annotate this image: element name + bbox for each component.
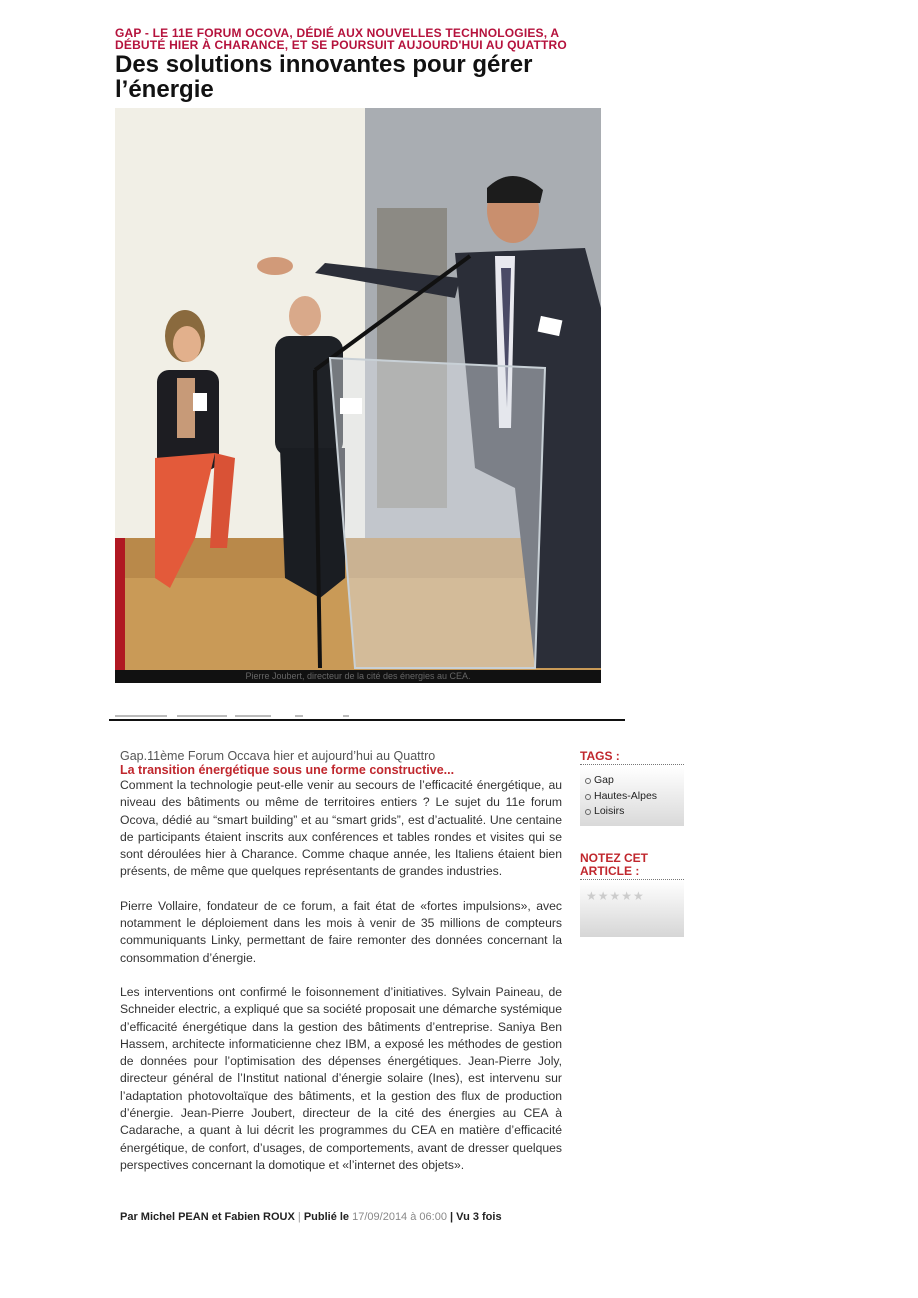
tag-link[interactable]: Loisirs: [594, 804, 684, 820]
article-headline: Des solutions innovantes pour gérer l’énergie: [115, 51, 533, 103]
photo-caption: Pierre Joubert, directeur de la cité des énergies au CEA.: [115, 670, 601, 683]
tag-link[interactable]: Hautes-Alpes: [594, 789, 684, 805]
article-subhead: Gap.11ème Forum Occava hier et aujourd’hui au Quattro: [120, 749, 436, 763]
article-photo[interactable]: [115, 108, 601, 670]
byline-views: | Vu 3 fois: [450, 1211, 502, 1223]
divider-rule: [109, 719, 625, 721]
article-kicker: GAP - LE 11E FORUM OCOVA, DÉDIÉ AUX NOUVELLES TECHNOLOGIES, A DÉBUTÉ HIER À CHARANCE, ET SE POURSUIT AUJOURD'HUI AU QUATTRO: [115, 26, 567, 52]
tag-link[interactable]: Gap: [594, 773, 684, 789]
rate-title: NOTEZ CET ARTICLE :: [580, 852, 684, 880]
byline-date: 17/09/2014 à 06:00: [352, 1211, 447, 1223]
article-lead: La transition énergétique sous une forme constructive...: [120, 763, 455, 777]
byline-authors: Par Michel PEAN et Fabien ROUX: [120, 1211, 295, 1223]
article-paragraph: Les interventions ont confirmé le foisonnement d’initiatives. Sylvain Paineau, de Schneider electric, a expliqué que sa société proposait une démarche systémique d’efficacité énergétique dans la gestion des bâtiments d’entreprise. Saniya Ben Hassem, architecte informaticienne chez IBM, a exposé les méthodes de gestion de données pour l’optimisation des dépenses énergétiques. Jean-Pierre Joly, directeur général de l’Institut national d’énergie solaire (Ines), est intervenu sur l’adaptation photovoltaïque des bâtiments, et la gestion des flux de production d’énergie. Jean-Pierre Joubert, directeur de la cité des énergies au CEA à Cadarache, a quant à lui décrit les programmes du CEA en matière d’efficacité énergétique, de confort, d’usages, de comportements, avant de dresser quelques perspectives concernant la domotique et «l’internet des objets».: [120, 984, 562, 1172]
article-paragraph: Comment la technologie peut-elle venir au secours de l’efficacité énergétique, au niveau des bâtiments ou même de territoires entiers ? Le sujet du 11e forum Ocova, dédié au “smart building” et au “smart grids”, est d’actualité. Une centaine de participants étaient inscrits aux conférences et tables rondes et visites qui se sont déroulées hier à Charance. Comme chaque année, les Italiens étaient bien présents, de même que quelques représentants de grandes industries.: [120, 778, 562, 879]
tags-title: TAGS :: [580, 750, 684, 765]
byline-published-label: Publié le: [303, 1211, 350, 1223]
share-toolbar[interactable]: [115, 710, 415, 718]
byline-separator: |: [297, 1211, 301, 1223]
tags-box: [580, 767, 684, 826]
article-byline: [120, 1211, 502, 1223]
rating-box: [580, 880, 684, 937]
rating-stars[interactable]: ★★★★★: [586, 889, 645, 903]
article-body: [120, 749, 562, 1191]
article-paragraph: Pierre Vollaire, fondateur de ce forum, a fait état de «fortes impulsions», avec notamment le déploiement dans les mois à venir de 35 millions de compteurs communiquants Linky, permettant de faire remonter des données concernant la consommation d’énergie.: [120, 898, 562, 965]
